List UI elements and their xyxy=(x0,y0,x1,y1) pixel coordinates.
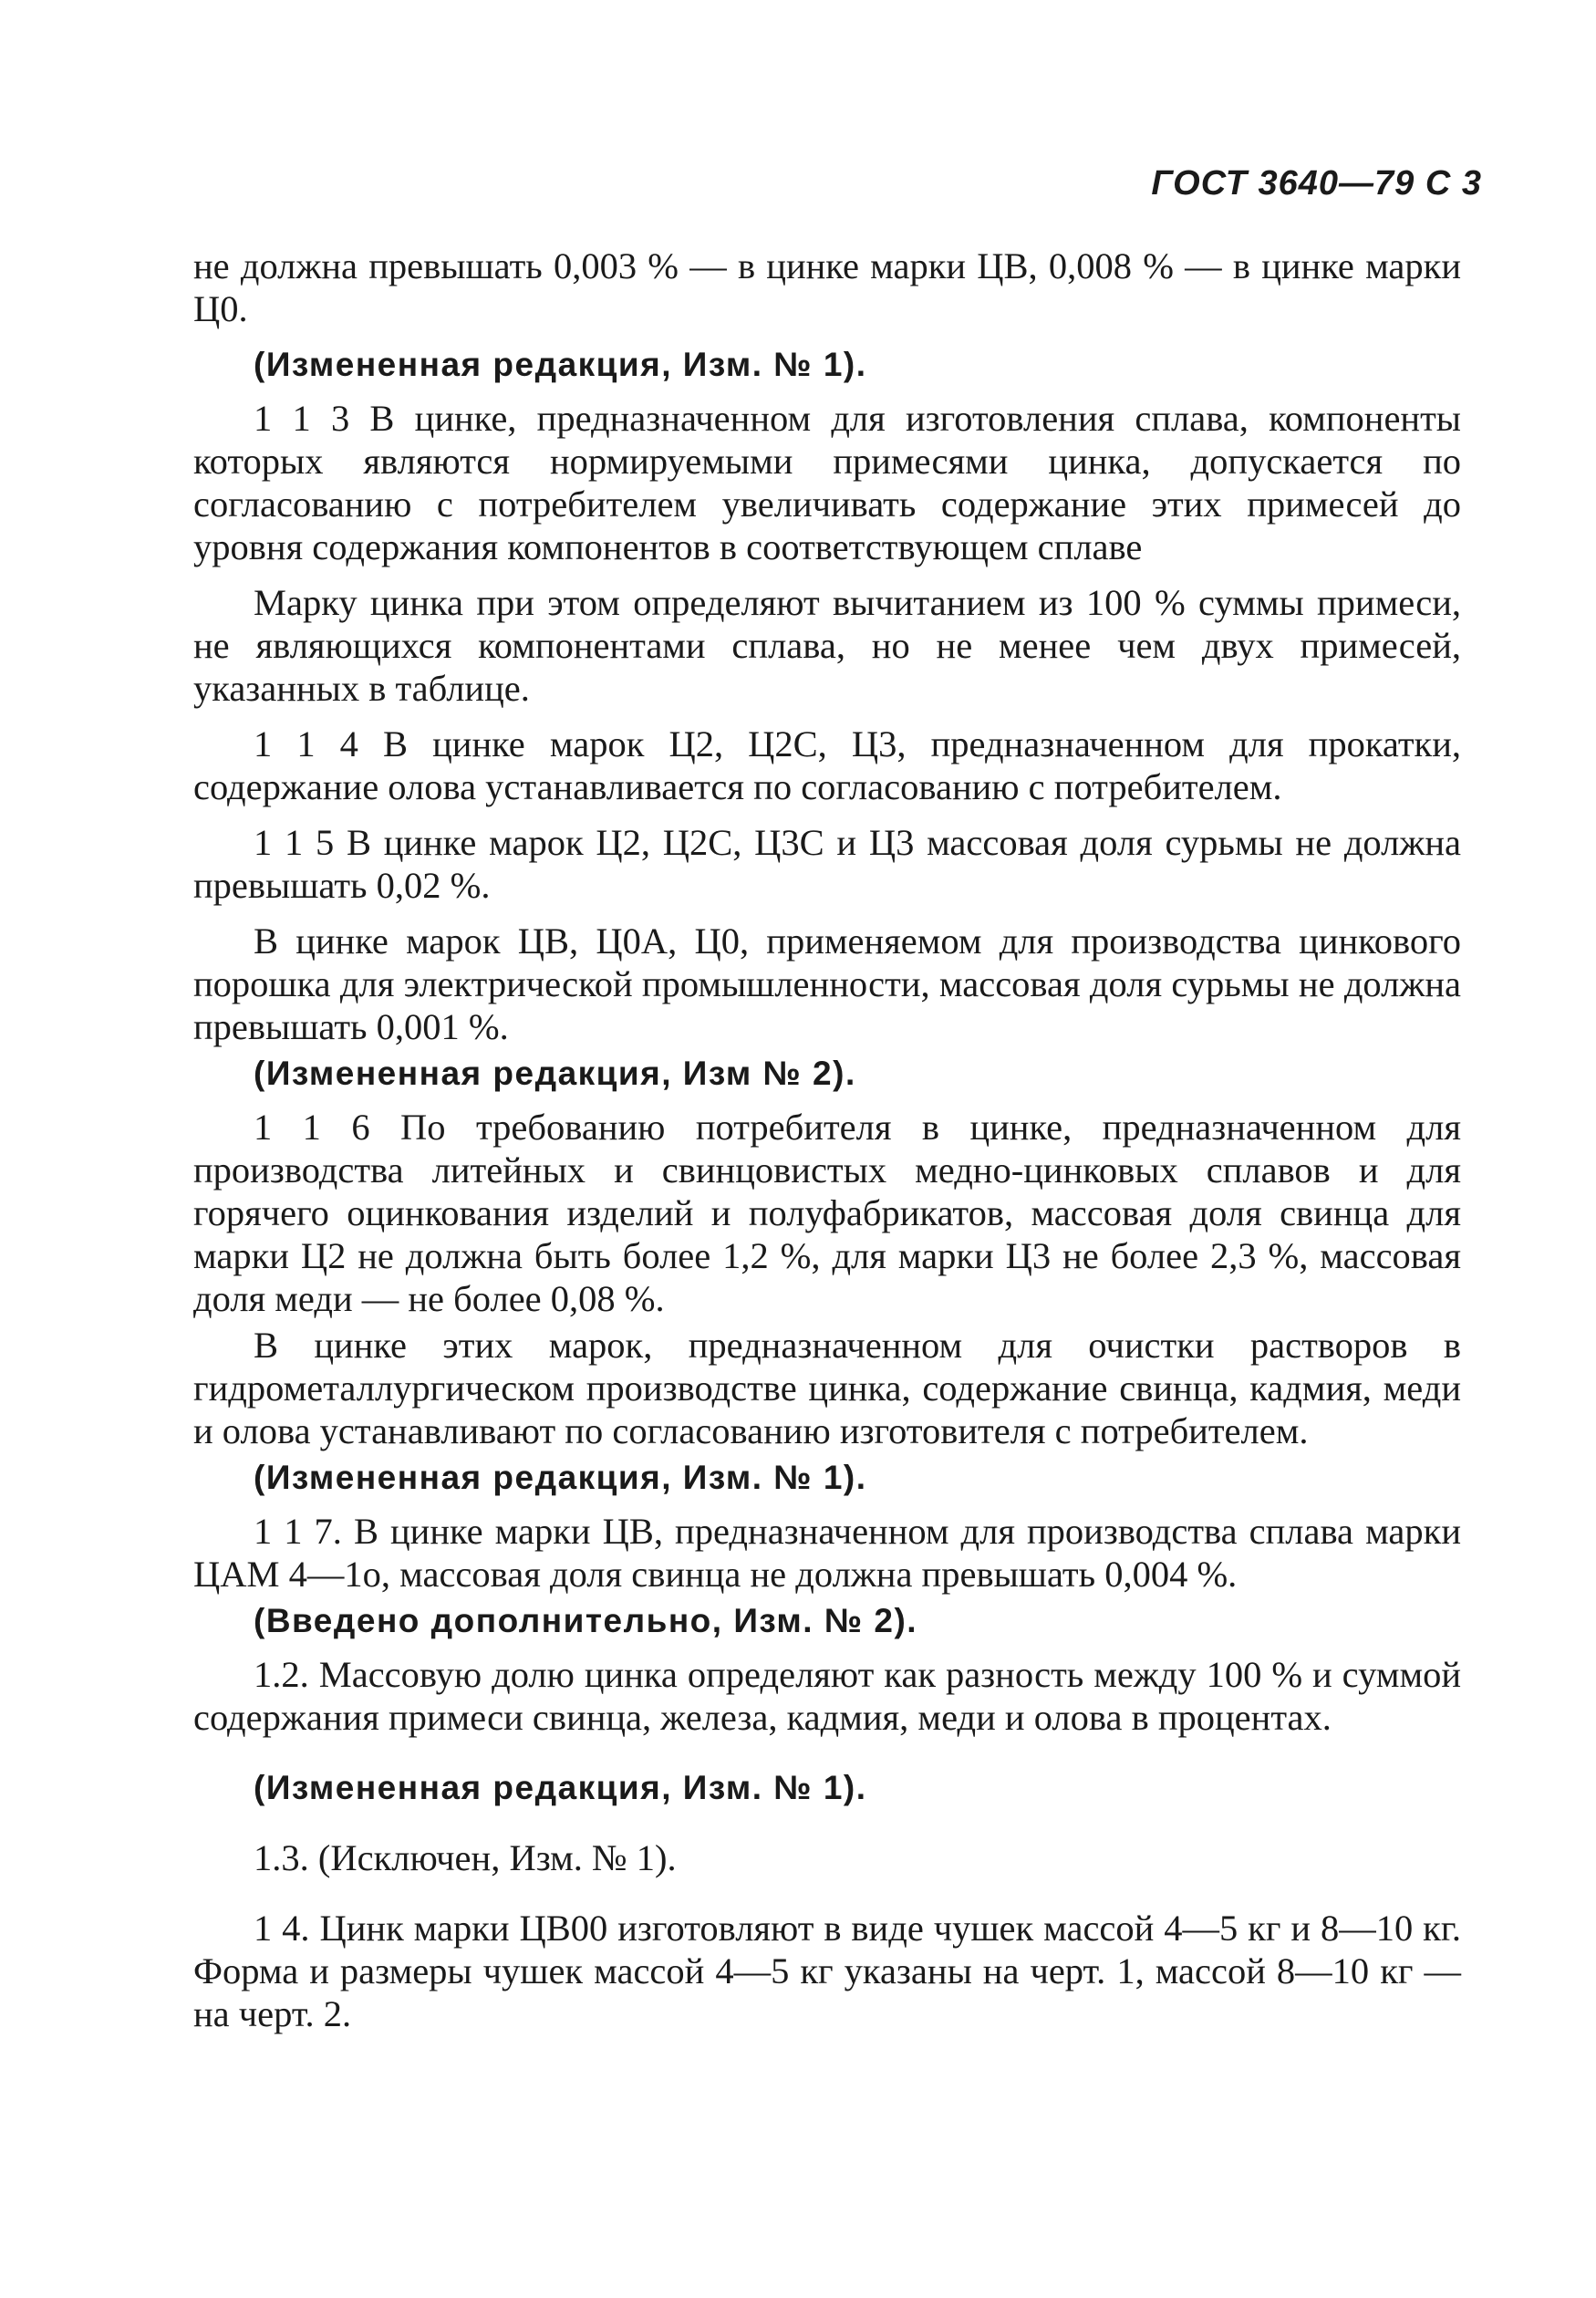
amendment-note: (Измененная редакция, Изм. № 1). xyxy=(254,1459,867,1496)
clause-1-1-6: 1 1 6 По требованию потребителя в цинке, предназначенном для производства литейных и свинцовистых медно-цинковых сплавов и для горячего оцинкования изделий и полуфабрикатов, массовая доля свинца для марки Ц2 не должна быть более 1,2 %, для марки Ц3 не более 2,3 %, массовая доля меди — не более 0,08 %. xyxy=(193,1107,1461,1319)
paragraph-grade-determination: Марку цинка при этом определяют вычитанием из 100 % суммы примеси, не являющихся компонентами сплава, но не менее чем двух примесей, указанных в таблице. xyxy=(193,582,1461,709)
clause-1-1-3: 1 1 3 В цинке, предназначенном для изготовления сплава, компоненты которых являются нормируемыми примесями цинка, допускается по согласованию с потребителем увеличивать содержание этих примесей до уровня содержания компонентов в соответствующем сплаве xyxy=(193,398,1461,567)
amendment-note: (Измененная редакция, Изм. № 1). xyxy=(254,1769,867,1806)
running-head: ГОСТ 3640—79 С 3 xyxy=(1151,164,1482,203)
paragraph-continuation: не должна превышать 0,003 % — в цинке марки ЦВ, 0,008 % — в цинке марки Ц0. xyxy=(193,245,1461,329)
clause-1-1-7: 1 1 7. В цинке марки ЦВ, предназначенном для производства сплава марки ЦАМ 4—1о, массовая доля свинца не должна превышать 0,004 %. xyxy=(193,1511,1461,1595)
page-body xyxy=(193,244,1461,2048)
amendment-note: (Измененная редакция, Изм. № 1). xyxy=(254,346,867,383)
paragraph-hydrometallurgy: В цинке этих марок, предназначенном для очистки растворов в гидрометаллургическом производстве цинка, содержание свинца, кадмия, меди и олова устанавливают по согласованию изготовителя с потребителем. xyxy=(193,1325,1461,1451)
clause-1-1-4: 1 1 4 В цинке марок Ц2, Ц2С, Ц3, предназначенном для прокатки, содержание олова устанавливается по согласованию с потребителем. xyxy=(193,723,1461,807)
clause-1-4: 1 4. Цинк марки ЦВ00 изготовляют в виде чушек массой 4—5 кг и 8—10 кг. Форма и размеры чушек массой 4—5 кг указаны на черт. 1, массой 8—10 кг — на черт. 2. xyxy=(193,1908,1461,2034)
clause-1-2: 1.2. Массовую долю цинка определяют как разность между 100 % и суммой содержания примеси свинца, железа, кадмия, меди и олова в процентах. xyxy=(193,1654,1461,1738)
amendment-note: (Измененная редакция, Изм № 2). xyxy=(254,1055,856,1092)
clause-1-3: 1.3. (Исключен, Изм. № 1). xyxy=(254,1837,677,1878)
paragraph-antimony: В цинке марок ЦВ, Ц0А, Ц0, применяемом для производства цинкового порошка для электрической промышленности, массовая доля сурьмы не должна превышать 0,001 %. xyxy=(193,920,1461,1047)
clause-1-1-5: 1 1 5 В цинке марок Ц2, Ц2С, Ц3С и Ц3 массовая доля сурьмы не должна превышать 0,02 %. xyxy=(193,822,1461,906)
amendment-note: (Введено дополнительно, Изм. № 2). xyxy=(254,1602,918,1639)
